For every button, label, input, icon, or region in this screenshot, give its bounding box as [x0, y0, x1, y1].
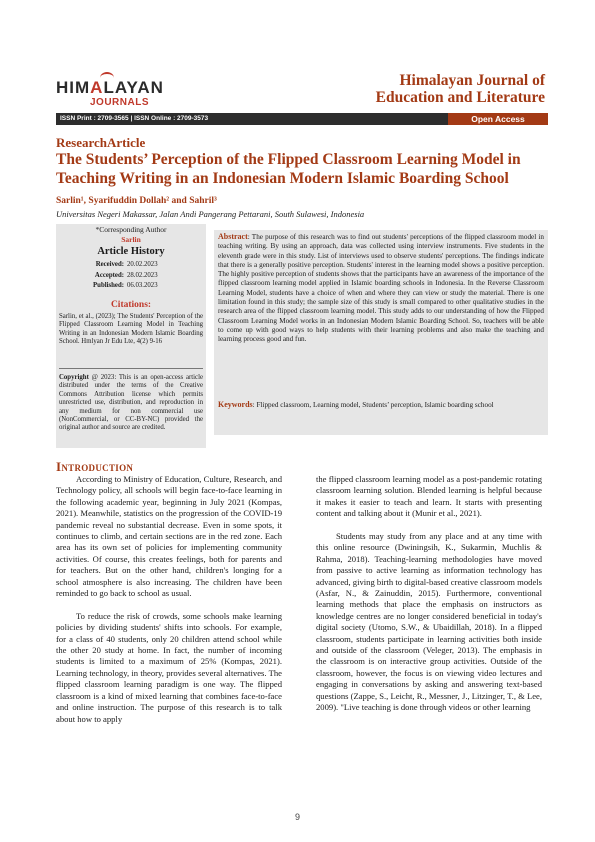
paragraph: According to Ministry of Education, Culture, Research, and Technology policy, all schools will begin face-to-face learning in the following academic year, beginning in July 2021 (Kompas, 2021). Meanwhile, statistics on the progression of the COVID-19 pandemic reveal no substantial decrease. Even in some spots, it continues to climb, and certain sections are in the red zone. Each area has its own set of policies for implementing community activities. Of course, this creates feelings, both for parents and for teachers. But on the other hand, children's longing for a school atmosphere is also increasing. The children have been reminded to go back to school as usual.: [56, 474, 282, 599]
section-heading: Introduction: [56, 459, 134, 474]
article-history-title: Article History: [97, 246, 165, 257]
corresponding-author-name: Sarlin: [121, 235, 141, 244]
paper-title: The Students’ Perception of the Flipped Classroom Learning Model in Teaching Writing in an Indonesian Modern Islamic Boarding School: [56, 151, 521, 187]
corresponding-author-label: *Corresponding Author: [95, 225, 167, 234]
journal-logo: [56, 76, 166, 112]
affiliation: Universitas Negeri Makassar, Jalan Andi Pangerang Pettarani, South Sulawesi, Indonesia: [56, 209, 365, 219]
logo-wordmark: HIMALAYAN: [56, 78, 164, 97]
article-info-box: *Corresponding Author Sarlin Article History Received: 20.02.2023 Accepted: 28.02.2023 Published: 06.03.2023 Citations: Sarlin, et al., (2023); The Students' Perception of the Flipped Classroom Learning Model in Teaching Writing in an Indonesian Modern Islamic Boarding School. Hmlyan Jr Edu Lte, 4(2) 9-16 Copyright @ 2023: This is an open-access article distributed under the terms of the Creative Commons Attribution license which permits unrestricted use, distribution, and reproduction in any medium for non commercial use (NonCommercial, or CC-BY-NC) provided the original author and source are credited.: [56, 224, 206, 448]
article-type: ResearchArticle: [56, 135, 146, 150]
paragraph: Students may study from any place and at any time with this online resource (Dwiningsih, K., Sukarmin, Muchlis & Rahma, 2018). Teaching-learning methodologies have moved from passive to active learning as information technology has advanced, giving birth to digital-based creative classroom models (Asfar, N., & Zainuddin, 2015). Furthermore, conventional learning methods that place the emphasis on instructors as knowledge centres are no longer considered beneficial in today's digital society (Utomo, S.W., & Ubaidillah, 2018). In a flipped classroom, students participate in learning activities both inside and outside of the classroom (Veleger, 2013). The emphasis in the classroom is on interactive group activities. Outside of the classroom, however, the focus is on viewing video lectures and engaging in conversations by asking and answering text-based questions (Zappe, S., Leicht, R., Messner, J., Litzinger, T., & Lee, 2009). "Live teaching is done through videos or other learning: [316, 531, 542, 713]
abstract-box: [214, 230, 548, 435]
citations-title: Citations:: [110, 300, 152, 310]
body-column-left: [56, 474, 282, 725]
logo-subtitle: JOURNALS: [90, 97, 150, 108]
citation-text: Sarlin, et al., (2023); The Students' Perception of the Flipped Classroom Learning Model in Teaching Writing in an Indonesian Modern Islamic Boarding School. Hmlyan Jr Edu Lte, 4(2) 9-16: [59, 313, 203, 346]
page-number: 9: [294, 812, 300, 822]
body-column-right: [316, 474, 542, 714]
issn-bar: [56, 113, 548, 125]
keywords: Keywords: Flipped classroom, Learning model, Students’ perception, Islamic boarding school: [218, 400, 494, 409]
issn-text: ISSN Print : 2709-3565 | ISSN Online : 2709-3573: [60, 115, 209, 122]
paragraph: the flipped classroom learning model as a post-pandemic rotating classroom learning solution. Blended learning is helpful because it makes it easier to teach and learn. It starts with presenting content and talking about it (Munir et al., 2021).: [316, 474, 542, 519]
copyright-text: Copyright @ 2023: This is an open-access article distributed under the terms of the Creative Commons Attribution license which permits unrestricted use, distribution, and reproduction in any medium for non commercial use (NonCommercial, or CC-BY-NC) provided the original author and source are credited.: [59, 374, 203, 432]
abstract-text: Abstract: The purpose of this research was to find out students' perceptions of the flipped classroom model in teaching writing. By using an approach, data was collected using interview instruments. Five students in the eleventh grade were in this study. List of interviews used to observe students' perceptions. The findings indicate that there is a generally positive perception. Students' interest in the learning model shows a positive perception. The highly positive perception of students shows that the participants have an awareness of the importance of the flipped classroom learning model applied in Islamic boarding schools in Indonesia. In the Reverse Classroom Learning Model, students have a choice of when and where they can view or study the material. There is one limitation found in this study; the sample size of this study is small compared to other qualitative studies in the research area of the flipped classroom learning model. This study adds to our understanding of how the Flipped Classroom Learning Model works in an Indonesian Modern Islamic Boarding School. So, teachers will be able to come up with good ways to help students with their learning problems and also make the teaching and learning process good and fun.: [218, 232, 544, 344]
divider: [59, 368, 203, 369]
author-list: Sarlin¹, Syarifuddin Dollah² and Sahril³: [56, 196, 217, 206]
journal-title: Himalayan Journal of Education and Literature: [375, 72, 545, 106]
paragraph: To reduce the risk of crowds, some schools make learning policies by dividing students' shifts into schools. For example, for a class of 40 students, only 20 children attend school while the other 20 study at home. In fact, the number of incoming students is limited to a maximum of 25% (Kompas, 2021). Learning technology, in theory, provides several alternatives. The flipped classroom learning paradigm is one way. The flipped classroom is a kind of mixed learning that combines face-to-face and online instruction. The purpose of this research is to talk about how to apply: [56, 610, 282, 724]
open-access-badge: Open Access: [448, 113, 548, 125]
